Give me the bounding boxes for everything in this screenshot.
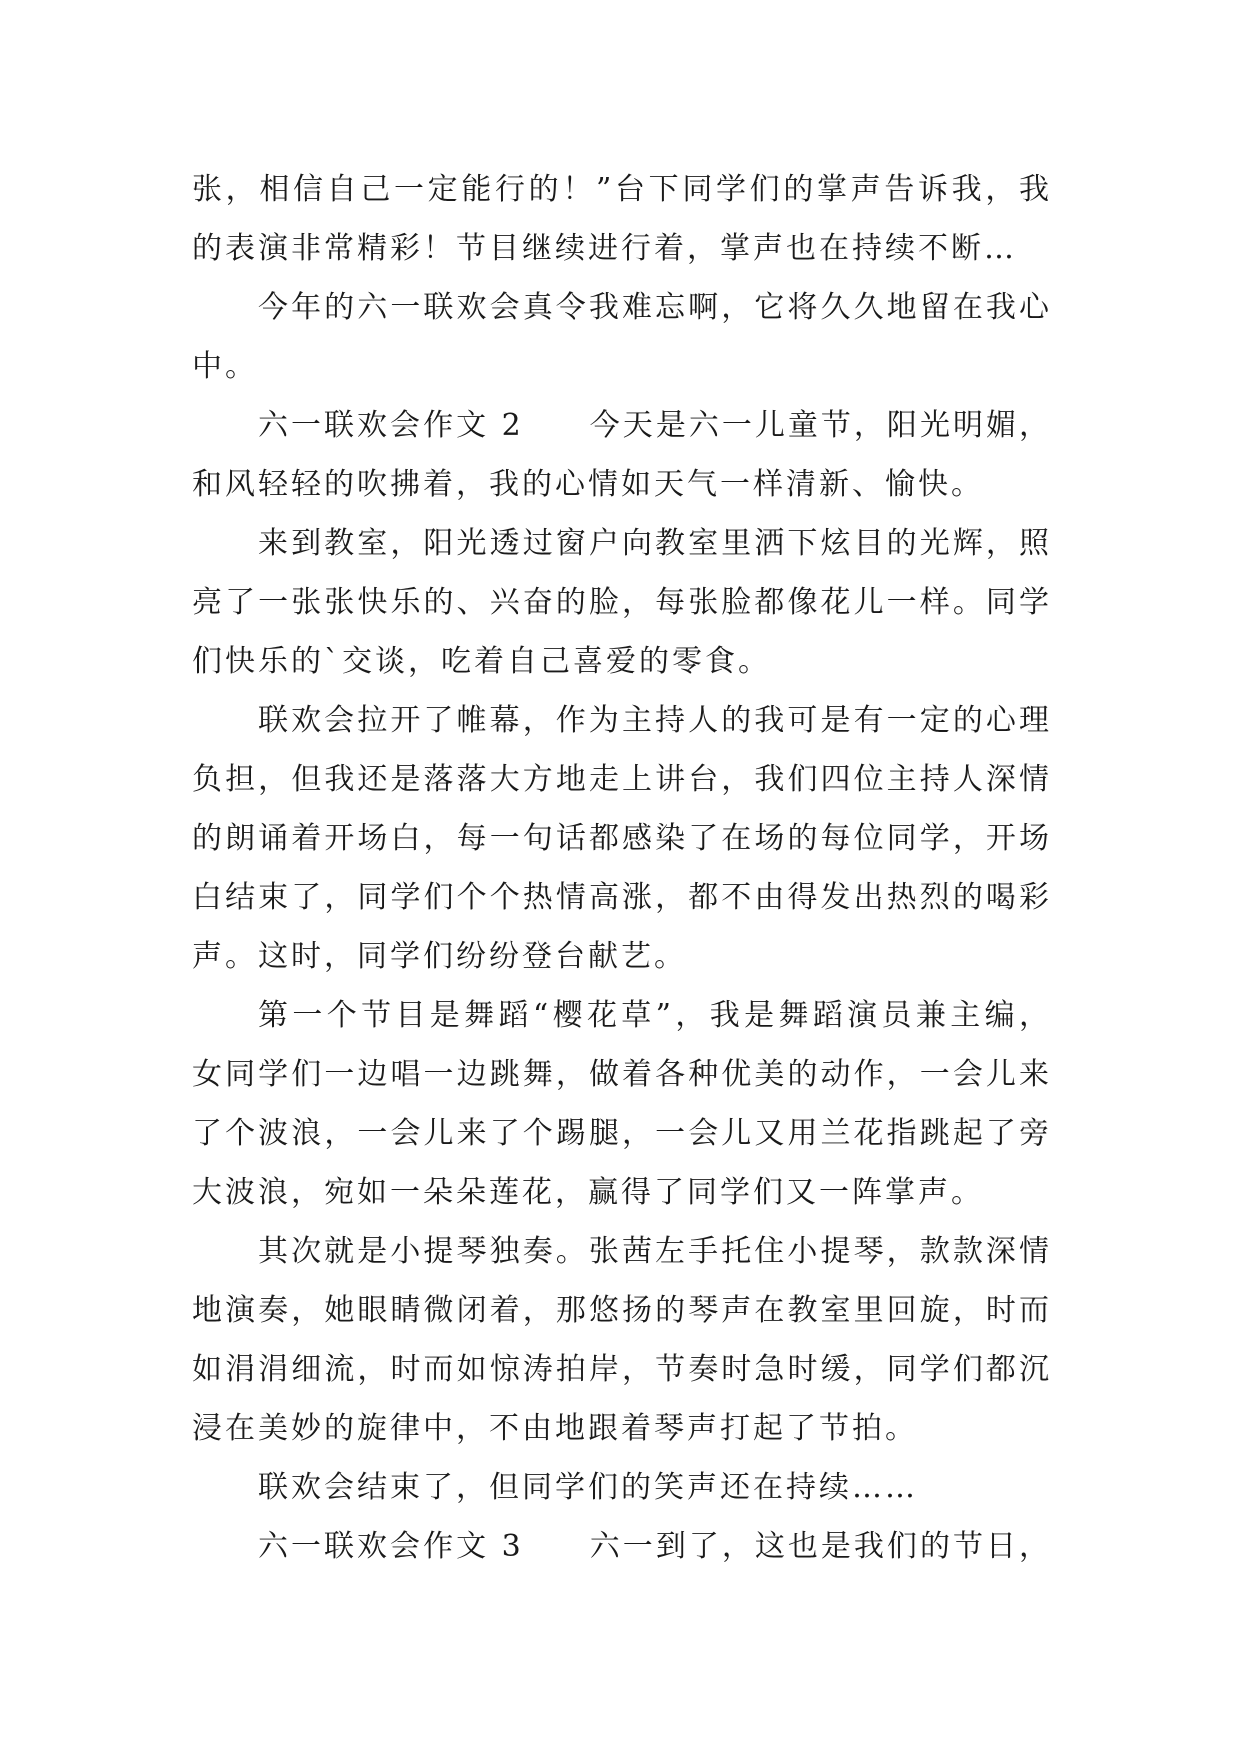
text-line: 声。这时，同学们纷纷登台献艺。: [192, 939, 687, 974]
paragraph-start-line: 联欢会拉开了帷幕，作为主持人的我可是有一定的心理: [258, 703, 1052, 738]
text-line: 负担，但我还是落落大方地走上讲台，我们四位主持人深情: [192, 762, 1052, 797]
text-line: 浸在美妙的旋律中，不由地跟着琴声打起了节拍。: [192, 1411, 918, 1446]
essay-heading-line: 六一联欢会作文 2 今天是六一儿童节，阳光明媚，: [258, 408, 1052, 443]
paragraph-start-line: 第一个节目是舞蹈“樱花草”，我是舞蹈演员兼主编，: [258, 998, 1052, 1033]
text-line: 张，相信自己一定能行的！”台下同学们的掌声告诉我，我: [192, 172, 1052, 207]
essay-body: [192, 160, 1052, 1576]
text-line: 的表演非常精彩！节目继续进行着，掌声也在持续不断…: [192, 231, 1017, 266]
text-line: 的朗诵着开场白，每一句话都感染了在场的每位同学，开场: [192, 821, 1052, 856]
text-line: 了个波浪，一会儿来了个踢腿，一会儿又用兰花指跳起了旁: [192, 1116, 1052, 1151]
essay-heading-line: 六一联欢会作文 3 六一到了，这也是我们的节日，: [258, 1529, 1052, 1564]
text-line: 地演奏，她眼睛微闭着，那悠扬的琴声在教室里回旋，时而: [192, 1293, 1052, 1328]
text-line: 亮了一张张快乐的、兴奋的脸，每张脸都像花儿一样。同学: [192, 585, 1052, 620]
paragraph-start-line: 今年的六一联欢会真令我难忘啊，它将久久地留在我心: [258, 290, 1052, 325]
text-line: 和风轻轻的吹拂着，我的心情如天气一样清新、愉快。: [192, 467, 984, 502]
text-line: 大波浪，宛如一朵朵莲花，赢得了同学们又一阵掌声。: [192, 1175, 984, 1210]
paragraph-start-line: 联欢会结束了，但同学们的笑声还在持续……: [258, 1470, 918, 1505]
text-line: 们快乐的`交谈，吃着自己喜爱的零食。: [192, 644, 771, 679]
paragraph-start-line: 其次就是小提琴独奏。张茜左手托住小提琴，款款深情: [258, 1234, 1052, 1269]
text-line: 中。: [192, 349, 258, 384]
paragraph-start-line: 来到教室，阳光透过窗户向教室里洒下炫目的光辉，照: [258, 526, 1052, 561]
text-line: 白结束了，同学们个个热情高涨，都不由得发出热烈的喝彩: [192, 880, 1052, 915]
text-line: 如涓涓细流，时而如惊涛拍岸，节奏时急时缓，同学们都沉: [192, 1352, 1052, 1387]
text-line: 女同学们一边唱一边跳舞，做着各种优美的动作，一会儿来: [192, 1057, 1052, 1092]
